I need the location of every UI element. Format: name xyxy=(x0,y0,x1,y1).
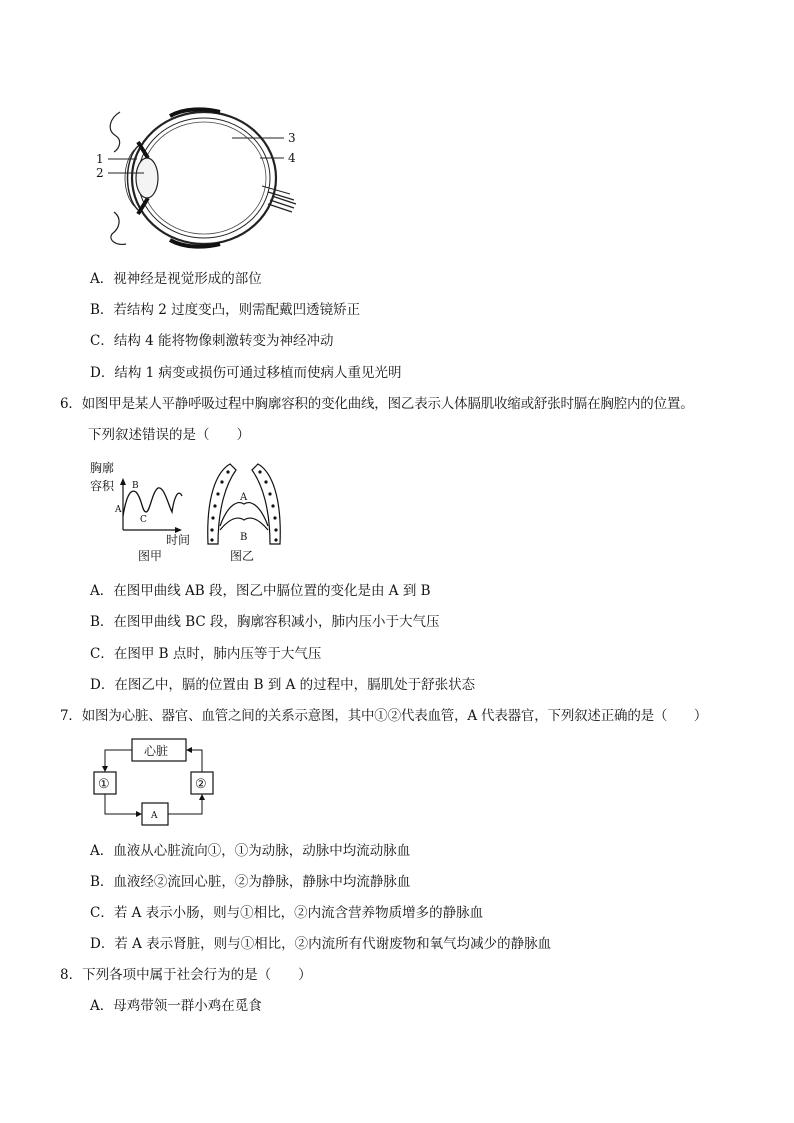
fig-yi-label-a: A xyxy=(240,492,248,503)
q8-stem: 8．下列各项中属于社会行为的是（ ） xyxy=(60,967,312,983)
q6-option-c: C．在图甲 B 点时，肺内压等于大气压 xyxy=(90,646,322,662)
q7-stem: 7．如图为心脏、器官、血管之间的关系示意图，其中①②代表血管，A 代表器官，下列叙述正确的是（ ） xyxy=(60,708,708,724)
fig7-vessel-2: ② xyxy=(195,777,207,792)
eye-label-3: 3 xyxy=(288,131,296,145)
eye-diagram xyxy=(92,100,312,250)
q5-option-a: A．视神经是视觉形成的部位 xyxy=(90,271,262,287)
eye-label-1: 1 xyxy=(96,152,104,166)
q5-option-c: C．结构 4 能将物像刺激转变为神经冲动 xyxy=(90,333,334,349)
fig-yi-label-b: B xyxy=(240,532,248,543)
fig7-organ-a: A xyxy=(151,811,158,821)
q6-option-a: A．在图甲曲线 AB 段，图乙中膈位置的变化是由 A 到 B xyxy=(90,583,431,599)
circulation-diagram xyxy=(90,737,220,829)
q6-option-d: D．在图乙中，膈的位置由 B 到 A 的过程中，膈肌处于舒张状态 xyxy=(90,677,476,693)
fig-jia-point-c: C xyxy=(140,515,147,525)
fig-jia-ylabel-2: 容积 xyxy=(90,479,115,493)
fig7-vessel-1: ① xyxy=(98,777,110,792)
q6-option-b: B．在图甲曲线 BC 段，胸廓容积减小，肺内压小于大气压 xyxy=(90,614,440,630)
q8-option-a: A．母鸡带领一群小鸡在觅食 xyxy=(90,998,262,1014)
eye-label-4: 4 xyxy=(288,151,296,165)
fig7-heart: 心脏 xyxy=(144,744,169,758)
fig-jia-ylabel-1: 胸廓 xyxy=(90,461,115,475)
fig-jia-caption: 图甲 xyxy=(138,549,163,563)
q5-option-b: B．若结构 2 过度变凸，则需配戴凹透镜矫正 xyxy=(90,302,361,318)
breathing-figures xyxy=(88,458,298,570)
q7-option-a: A．血液从心脏流向①，①为动脉，动脉中均流动脉血 xyxy=(90,843,411,859)
eye-label-2: 2 xyxy=(96,166,104,180)
q7-option-b: B．血液经②流回心脏，②为静脉，静脉中均流静脉血 xyxy=(90,874,411,890)
q7-option-d: D．若 A 表示肾脏，则与①相比，②内流所有代谢废物和氧气均减少的静脉血 xyxy=(90,936,552,952)
fig-jia-xlabel: 时间 xyxy=(166,533,191,547)
fig-jia-point-a: A xyxy=(115,505,122,515)
q5-option-d: D．结构 1 病变或损伤可通过移植而使病人重见光明 xyxy=(90,365,402,381)
fig-yi-caption: 图乙 xyxy=(230,549,255,563)
q6-stem-cont: 下列叙述错误的是（ ） xyxy=(88,427,250,443)
q6-stem: 6．如图甲是某人平静呼吸过程中胸廓容积的变化曲线，图乙表示人体膈肌收缩或舒张时膈在胸腔内的位置。 xyxy=(60,396,694,412)
fig-jia-point-b: B xyxy=(132,481,139,491)
q7-option-c: C．若 A 表示小肠，则与①相比，②内流含营养物质增多的静脉血 xyxy=(90,905,484,921)
